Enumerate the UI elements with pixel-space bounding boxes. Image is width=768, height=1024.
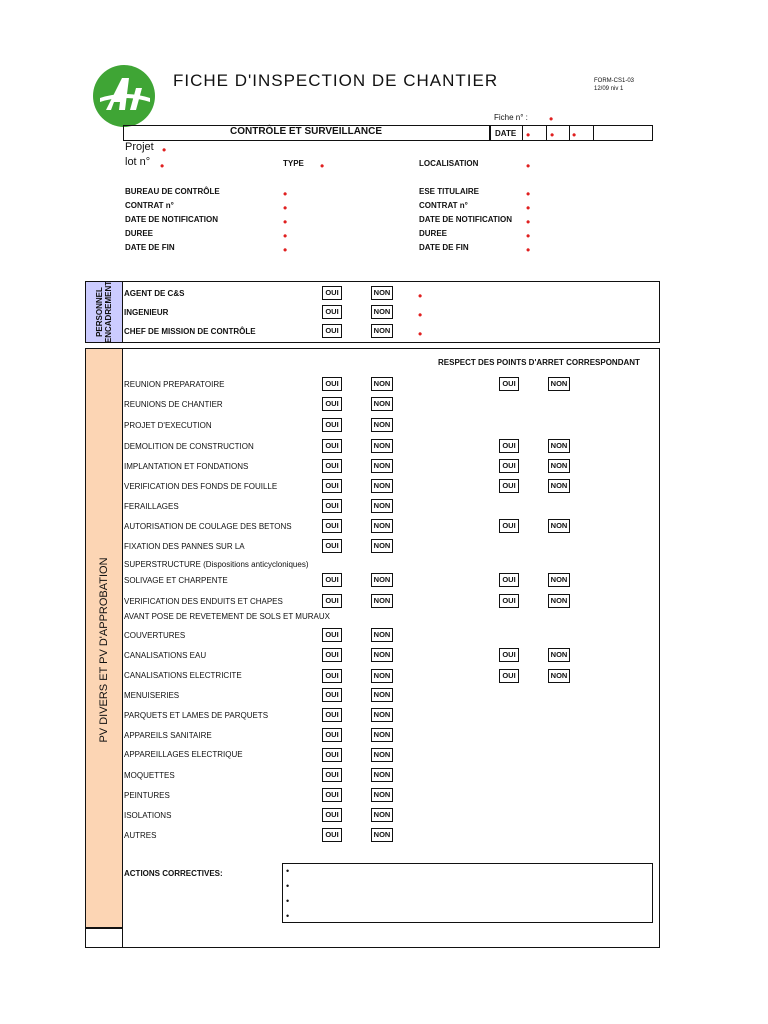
non-checkbox[interactable]: NON xyxy=(371,594,393,608)
oui-checkbox[interactable]: OUI xyxy=(322,397,342,411)
right-field-dot: • xyxy=(526,215,531,229)
oui-checkbox[interactable]: OUI xyxy=(322,573,342,587)
oui-checkbox[interactable]: OUI xyxy=(322,439,342,453)
pv-side-footer xyxy=(85,928,123,948)
respect-oui-checkbox[interactable]: OUI xyxy=(499,519,519,533)
type-label: TYPE xyxy=(283,159,304,168)
right-field-label: DUREE xyxy=(419,229,448,238)
right-field-label: ESE TITULAIRE xyxy=(419,187,480,196)
actions-bullet-3: • xyxy=(286,896,290,906)
personnel-row-label: CHEF DE MISSION DE CONTRÔLE xyxy=(124,327,256,336)
pv-row-label: PROJET D'EXECUTION xyxy=(124,421,212,430)
section-title: CONTRÔLE ET SURVEILLANCE xyxy=(230,126,383,137)
company-logo xyxy=(92,64,156,128)
oui-checkbox[interactable]: OUI xyxy=(322,708,342,722)
respect-oui-checkbox[interactable]: OUI xyxy=(499,594,519,608)
left-field-dot: • xyxy=(283,201,288,215)
page-title: FICHE D'INSPECTION DE CHANTIER xyxy=(173,71,499,90)
pv-extra-line-2: AVANT POSE DE REVETEMENT DE SOLS ET MURAUX xyxy=(124,612,330,621)
non-checkbox[interactable]: NON xyxy=(371,828,393,842)
oui-checkbox[interactable]: OUI xyxy=(322,377,342,391)
non-checkbox[interactable]: NON xyxy=(371,377,393,391)
personnel-row-dot: • xyxy=(418,327,423,341)
non-checkbox[interactable]: NON xyxy=(371,305,393,319)
respect-oui-checkbox[interactable]: OUI xyxy=(499,669,519,683)
non-checkbox[interactable]: NON xyxy=(371,669,393,683)
personnel-side-line-1: PERSONNEL xyxy=(95,287,104,337)
pv-row-label: FIXATION DES PANNES SUR LA xyxy=(124,542,245,551)
non-checkbox[interactable]: NON xyxy=(371,788,393,802)
date-dot-2: • xyxy=(550,128,555,142)
non-checkbox[interactable]: NON xyxy=(371,688,393,702)
pv-row-label: APPAREILS SANITAIRE xyxy=(124,731,212,740)
non-checkbox[interactable]: NON xyxy=(371,539,393,553)
form-revision: 12/09 niv 1 xyxy=(594,86,624,92)
pv-row-label: PEINTURES xyxy=(124,791,170,800)
oui-checkbox[interactable]: OUI xyxy=(322,459,342,473)
oui-checkbox[interactable]: OUI xyxy=(322,539,342,553)
oui-checkbox[interactable]: OUI xyxy=(322,728,342,742)
fiche-dot: • xyxy=(549,112,554,126)
pv-row-label: AUTRES xyxy=(124,831,157,840)
respect-non-checkbox[interactable]: NON xyxy=(548,439,570,453)
non-checkbox[interactable]: NON xyxy=(371,573,393,587)
pv-row-label: VERIFICATION DES FONDS DE FOUILLE xyxy=(124,482,278,491)
right-field-dot: • xyxy=(526,243,531,257)
respect-oui-checkbox[interactable]: OUI xyxy=(499,648,519,662)
pv-row-label: ISOLATIONS xyxy=(124,811,172,820)
non-checkbox[interactable]: NON xyxy=(371,728,393,742)
non-checkbox[interactable]: NON xyxy=(371,768,393,782)
type-dot: • xyxy=(320,159,325,173)
pv-row-label: REUNION PREPARATOIRE xyxy=(124,380,225,389)
respect-non-checkbox[interactable]: NON xyxy=(548,648,570,662)
oui-checkbox[interactable]: OUI xyxy=(322,688,342,702)
non-checkbox[interactable]: NON xyxy=(371,418,393,432)
date-dot-3: • xyxy=(572,128,577,142)
non-checkbox[interactable]: NON xyxy=(371,808,393,822)
left-field-dot: • xyxy=(283,229,288,243)
form-code: FORM-CS1-03 xyxy=(594,78,635,84)
oui-checkbox[interactable]: OUI xyxy=(322,499,342,513)
left-field-dot: • xyxy=(283,243,288,257)
oui-checkbox[interactable]: OUI xyxy=(322,628,342,642)
respect-oui-checkbox[interactable]: OUI xyxy=(499,377,519,391)
right-field-label: DATE DE FIN xyxy=(419,243,469,252)
personnel-row-dot: • xyxy=(418,289,423,303)
oui-checkbox[interactable]: OUI xyxy=(322,418,342,432)
personnel-row-label: INGENIEUR xyxy=(124,308,169,317)
pv-row-label: AUTORISATION DE COULAGE DES BETONS xyxy=(124,522,292,531)
oui-checkbox[interactable]: OUI xyxy=(322,479,342,493)
left-field-label: DUREE xyxy=(125,229,154,238)
lot-label: lot n° xyxy=(125,156,151,168)
actions-label: ACTIONS CORRECTIVES: xyxy=(124,869,223,878)
non-checkbox[interactable]: NON xyxy=(371,748,393,762)
oui-checkbox[interactable]: OUI xyxy=(322,594,342,608)
pv-row-label: FERAILLAGES xyxy=(124,502,179,511)
right-field-label: DATE DE NOTIFICATION xyxy=(419,215,513,224)
pv-row-label: VERIFICATION DES ENDUITS ET CHAPES xyxy=(124,597,283,606)
left-field-label: CONTRAT n° xyxy=(125,201,174,210)
respect-non-checkbox[interactable]: NON xyxy=(548,377,570,391)
projet-dot: • xyxy=(162,143,167,157)
non-checkbox[interactable]: NON xyxy=(371,439,393,453)
non-checkbox[interactable]: NON xyxy=(371,324,393,338)
right-field-dot: • xyxy=(526,187,531,201)
actions-bullet-4: • xyxy=(286,911,290,921)
respect-oui-checkbox[interactable]: OUI xyxy=(499,459,519,473)
oui-checkbox[interactable]: OUI xyxy=(322,648,342,662)
right-field-dot: • xyxy=(526,229,531,243)
pv-side-label: PV DIVERS ET PV D'APPROBATION xyxy=(98,557,110,743)
non-checkbox[interactable]: NON xyxy=(371,479,393,493)
respect-non-checkbox[interactable]: NON xyxy=(548,519,570,533)
divider xyxy=(489,125,491,141)
pv-row-label: REUNIONS DE CHANTIER xyxy=(124,400,223,409)
non-checkbox[interactable]: NON xyxy=(371,648,393,662)
non-checkbox[interactable]: NON xyxy=(371,708,393,722)
oui-checkbox[interactable]: OUI xyxy=(322,788,342,802)
non-checkbox[interactable]: NON xyxy=(371,286,393,300)
respect-non-checkbox[interactable]: NON xyxy=(548,479,570,493)
date-label: DATE xyxy=(495,129,517,138)
pv-row-label: DEMOLITION DE CONSTRUCTION xyxy=(124,442,254,451)
oui-checkbox[interactable]: OUI xyxy=(322,519,342,533)
non-checkbox[interactable]: NON xyxy=(371,397,393,411)
oui-checkbox[interactable]: OUI xyxy=(322,305,342,319)
oui-checkbox[interactable]: OUI xyxy=(322,768,342,782)
right-field-dot: • xyxy=(526,201,531,215)
localisation-label: LOCALISATION xyxy=(419,159,479,168)
personnel-side-line-2: ENCADREMENT xyxy=(104,280,113,344)
respect-header: RESPECT DES POINTS D'ARRET CORRESPONDANT xyxy=(438,358,640,367)
non-checkbox[interactable]: NON xyxy=(371,628,393,642)
oui-checkbox[interactable]: OUI xyxy=(322,324,342,338)
left-field-dot: • xyxy=(283,215,288,229)
pv-row-label: SOLIVAGE ET CHARPENTE xyxy=(124,576,228,585)
non-checkbox[interactable]: NON xyxy=(371,499,393,513)
actions-bullet-2: • xyxy=(286,881,290,891)
non-checkbox[interactable]: NON xyxy=(371,459,393,473)
pv-row-label: MOQUETTES xyxy=(124,771,175,780)
respect-oui-checkbox[interactable]: OUI xyxy=(499,439,519,453)
pv-row-label: MENUISERIES xyxy=(124,691,180,700)
localisation-dot: • xyxy=(526,159,531,173)
left-field-label: BUREAU DE CONTRÔLE xyxy=(125,187,220,196)
oui-checkbox[interactable]: OUI xyxy=(322,808,342,822)
pv-row-label: CANALISATIONS ELECTRICITE xyxy=(124,671,242,680)
date-dot-1: • xyxy=(526,128,531,142)
oui-checkbox[interactable]: OUI xyxy=(322,748,342,762)
oui-checkbox[interactable]: OUI xyxy=(322,286,342,300)
pv-extra-line-1: SUPERSTRUCTURE (Dispositions anticycloniques) xyxy=(124,560,309,569)
actions-bullet-1: • xyxy=(286,866,290,876)
pv-row-label: CANALISATIONS EAU xyxy=(124,651,207,660)
left-field-label: DATE DE FIN xyxy=(125,243,175,252)
right-field-label: CONTRAT n° xyxy=(419,201,468,210)
left-field-label: DATE DE NOTIFICATION xyxy=(125,215,219,224)
oui-checkbox[interactable]: OUI xyxy=(322,828,342,842)
fiche-label: Fiche n° : xyxy=(494,113,528,122)
respect-non-checkbox[interactable]: NON xyxy=(548,459,570,473)
pv-row-label: COUVERTURES xyxy=(124,631,186,640)
personnel-side-label xyxy=(95,281,113,343)
personnel-row-dot: • xyxy=(418,308,423,322)
non-checkbox[interactable]: NON xyxy=(371,519,393,533)
respect-non-checkbox[interactable]: NON xyxy=(548,594,570,608)
pv-row-label: PARQUETS ET LAMES DE PARQUETS xyxy=(124,711,269,720)
respect-oui-checkbox[interactable]: OUI xyxy=(499,573,519,587)
respect-oui-checkbox[interactable]: OUI xyxy=(499,479,519,493)
respect-non-checkbox[interactable]: NON xyxy=(548,573,570,587)
personnel-row-label: AGENT DE C&S xyxy=(124,289,185,298)
projet-label: Projet xyxy=(125,141,154,153)
oui-checkbox[interactable]: OUI xyxy=(322,669,342,683)
left-field-dot: • xyxy=(283,187,288,201)
pv-row-label: APPAREILLAGES ELECTRIQUE xyxy=(124,750,243,759)
actions-box[interactable] xyxy=(282,863,653,923)
pv-row-label: IMPLANTATION ET FONDATIONS xyxy=(124,462,249,471)
respect-non-checkbox[interactable]: NON xyxy=(548,669,570,683)
lot-dot: • xyxy=(160,159,165,173)
